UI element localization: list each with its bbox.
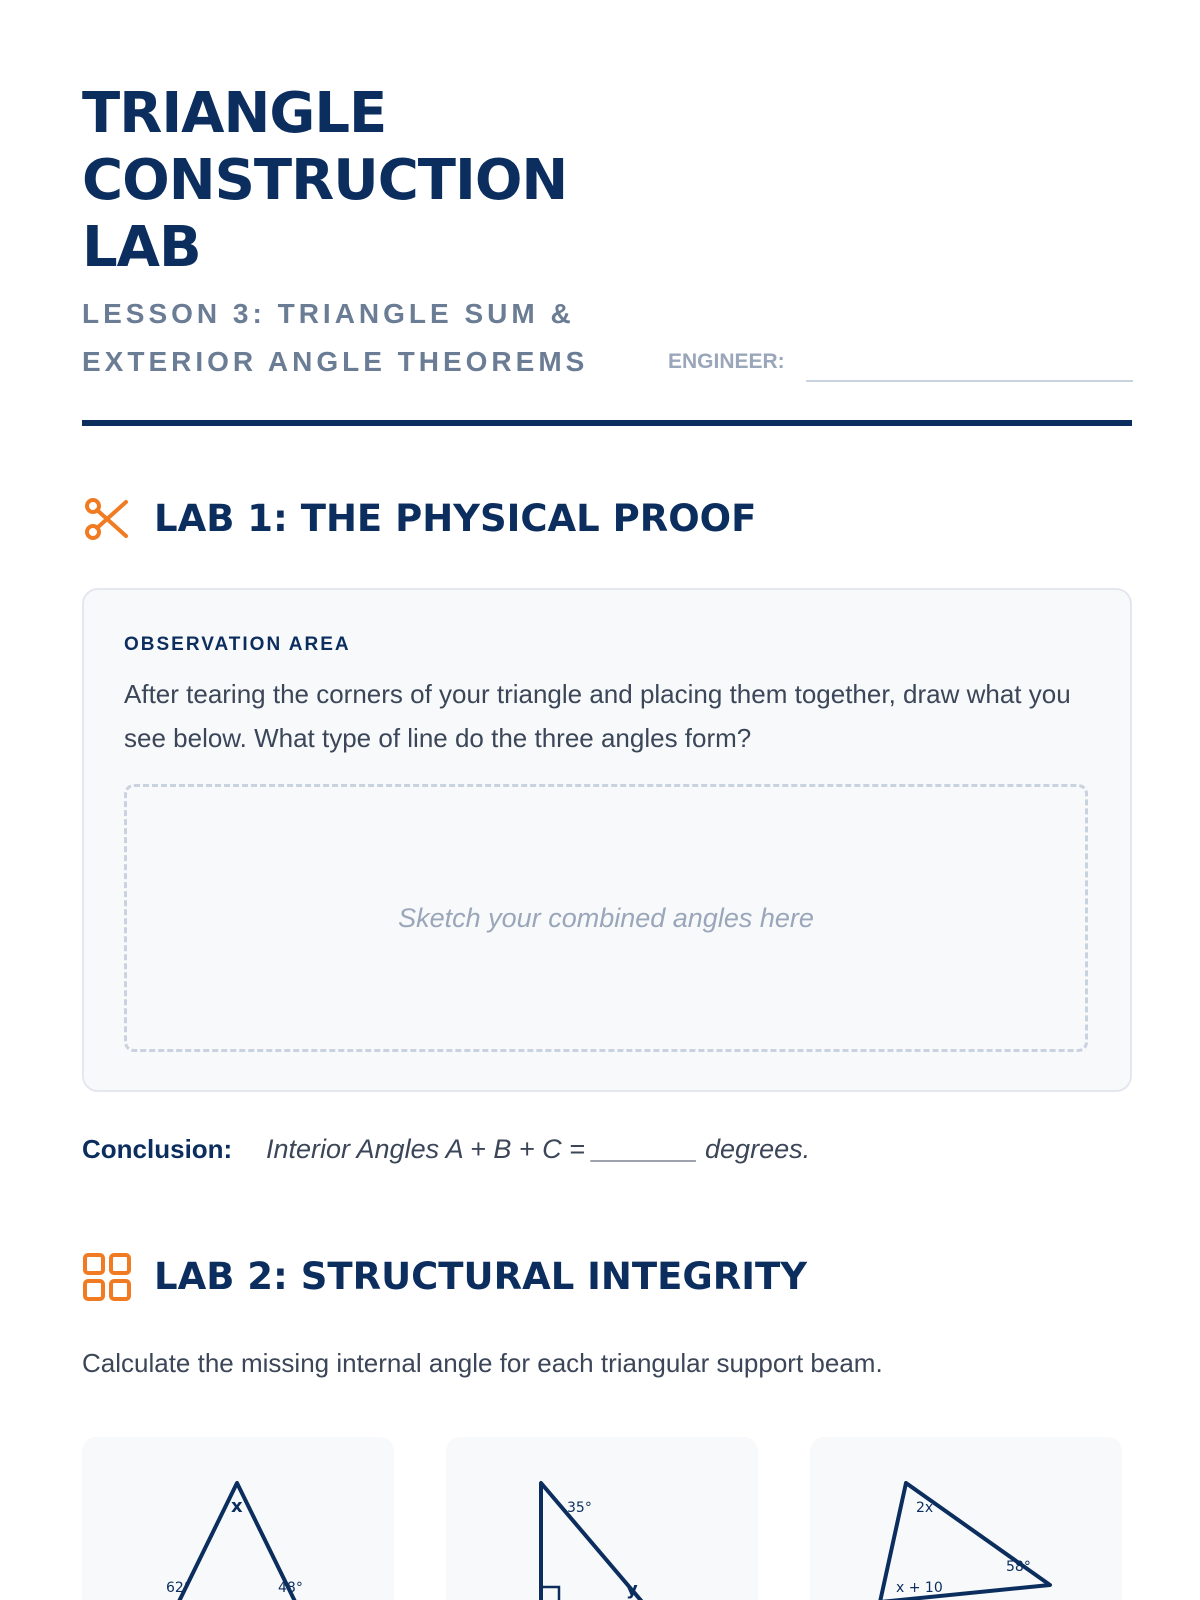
beam-1-left-angle: 62° — [166, 1580, 191, 1596]
lab2-heading — [82, 1252, 1132, 1308]
beam-1-top-angle: x — [231, 1496, 243, 1517]
conclusion-label: Conclusion: — [82, 1134, 233, 1164]
observation-label: OBSERVATION AREA — [124, 634, 351, 655]
lesson-subtitle: LESSON 3: TRIANGLE SUM & EXTERIOR ANGLE THEOREMS — [82, 298, 589, 377]
beam-card-3 — [810, 1437, 1122, 1600]
sketch-placeholder: Sketch your combined angles here — [398, 902, 814, 933]
engineer-input-line[interactable] — [806, 380, 1133, 382]
conclusion-row — [82, 1134, 1132, 1174]
beam-card-2 — [446, 1437, 758, 1600]
beam-3-top-angle: 2x — [916, 1500, 934, 1516]
page-title: TRIANGLE CONSTRUCTION LAB — [82, 81, 568, 280]
lab1-heading — [82, 494, 1132, 550]
right-angle-marker — [541, 1587, 559, 1600]
beam-3-right-angle: 58° — [1006, 1559, 1031, 1575]
engineer-label: ENGINEER: — [668, 350, 785, 373]
header-divider — [82, 420, 1132, 426]
beam-1-right-angle: 48° — [278, 1580, 303, 1596]
lab1-title: LAB 1: THE PHYSICAL PROOF — [154, 497, 757, 540]
observation-card — [82, 588, 1132, 1092]
engineer-field[interactable] — [668, 344, 1133, 384]
conclusion-statement[interactable]: Interior Angles A + B + C = _______ degrees. — [266, 1134, 811, 1164]
lab2-instructions: Calculate the missing internal angle for each triangular support beam. — [82, 1348, 883, 1378]
beam-3-left-angle: x + 10 — [896, 1580, 943, 1596]
beam-2-top-angle: 35° — [567, 1500, 592, 1516]
worksheet-page — [82, 0, 1132, 1600]
lab2-title: LAB 2: STRUCTURAL INTEGRITY — [154, 1255, 808, 1298]
observation-instructions: After tearing the corners of your triangle and placing them together, draw what you see below. What type of line do the three angles form? — [124, 679, 1071, 753]
grid-icon — [82, 1252, 132, 1302]
scissors-icon — [82, 494, 132, 544]
sketch-area[interactable] — [124, 784, 1088, 1052]
beam-2-right-angle: y — [626, 1579, 638, 1600]
beam-triangle-2 — [541, 1483, 706, 1600]
beam-card-1 — [82, 1437, 394, 1600]
